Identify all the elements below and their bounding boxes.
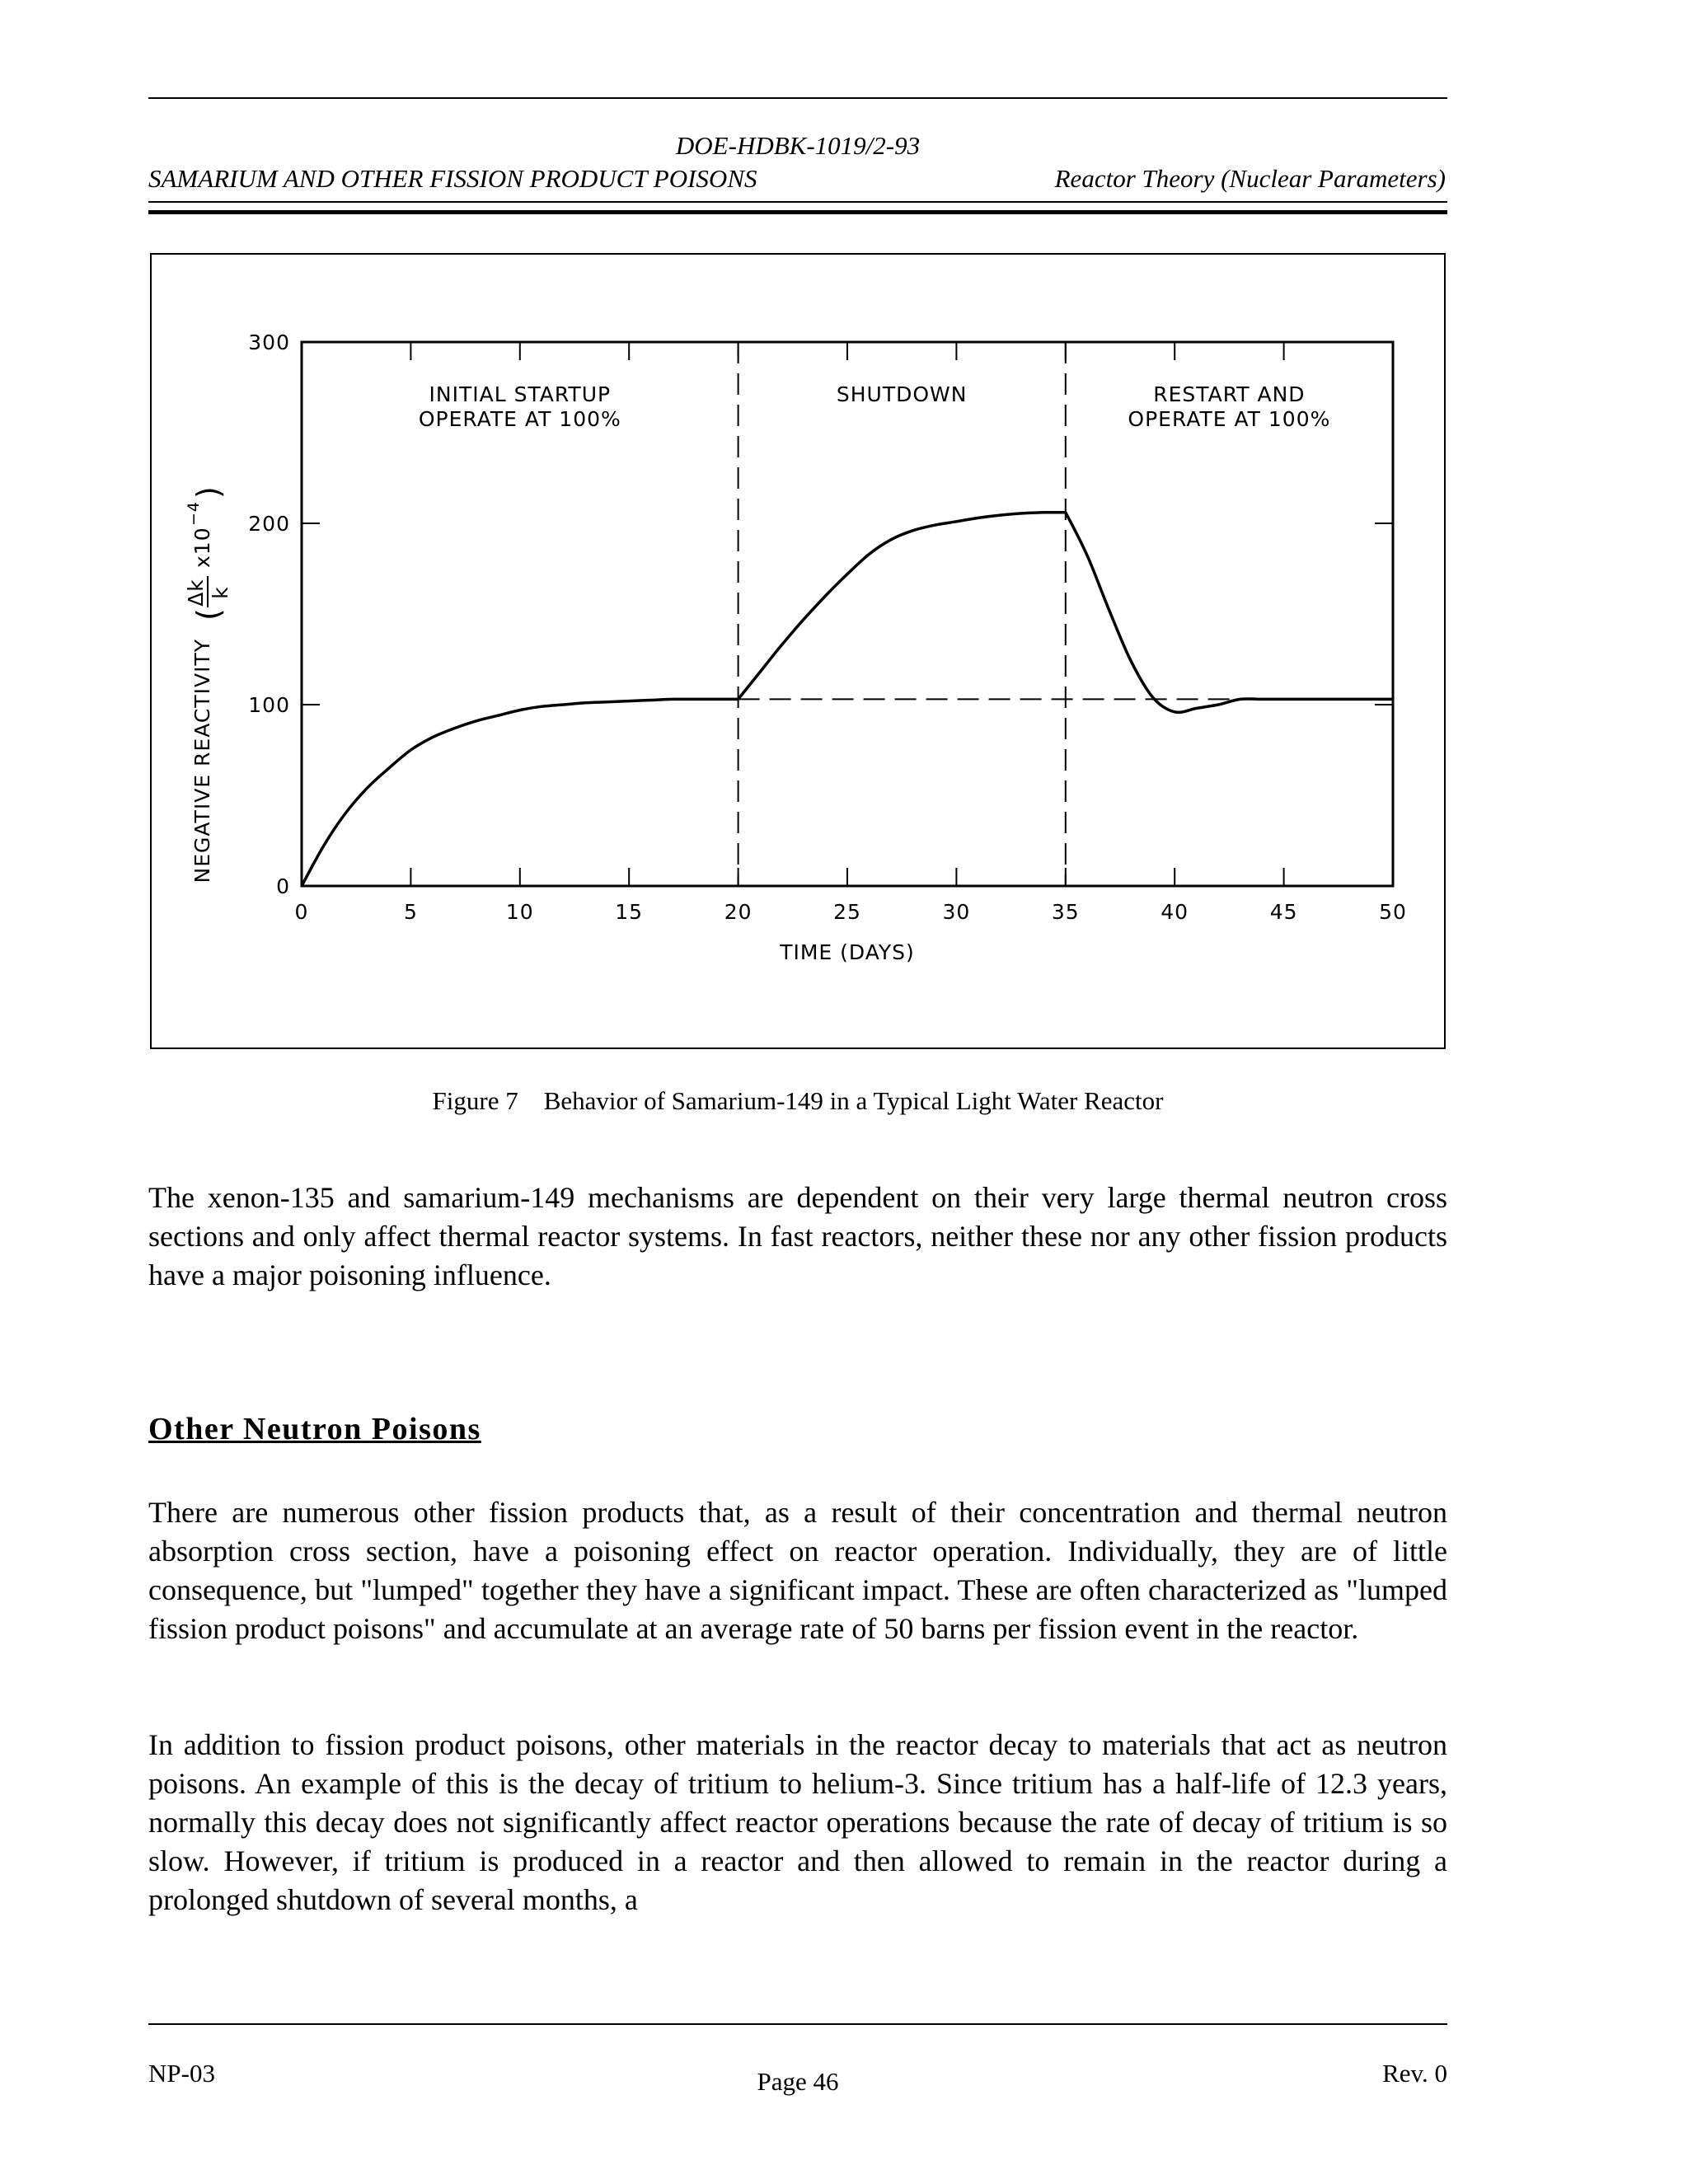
y-tick-label: 300 xyxy=(248,330,290,354)
region-label: INITIAL STARTUP xyxy=(429,382,612,406)
x-axis-label: TIME (DAYS) xyxy=(780,940,915,964)
y-axis-label-group xyxy=(184,485,232,883)
x-tick-label: 10 xyxy=(505,900,534,924)
y-axis-paren-open: ( xyxy=(190,607,227,621)
region-label: OPERATE AT 100% xyxy=(418,407,621,431)
y-tick-label: 0 xyxy=(276,874,290,898)
samarium-reactivity-chart xyxy=(152,255,1444,1047)
paragraph-2 xyxy=(148,1493,1447,1648)
y-tick-label: 200 xyxy=(248,512,290,536)
footer-module-code: NP-03 xyxy=(148,2059,215,2088)
x-tick-label: 45 xyxy=(1269,900,1298,924)
figure-frame xyxy=(150,253,1446,1049)
x-tick-label: 25 xyxy=(833,900,861,924)
x-tick-label: 15 xyxy=(615,900,644,924)
paragraph-3-last-line: then allowed to remain in the reactor during a prolonged shutdown of several months, a xyxy=(148,1844,1447,1916)
paragraph-3-body: In addition to fission product poisons, other materials in the reactor decay to materials that act as neutron poisons. An example of this is the decay of tritium to helium-3. Since tritium has a half-life of 12.3 years, normally this decay does not significantly affect reactor operations because the rate of decay of tritium is so slow. However, if tritium is produced in a reactor and xyxy=(148,1728,1447,1877)
paragraph-2-body: There are numerous other fission products that, as a result of their concentration and thermal neutron absorption cross section, have a poisoning effect on reactor operation. Individually, they are of little consequence, but "lumped" together they have a significant impact. These are often characterized as "lumped fission product poisons" and accumulate at an average rate of 50 barns xyxy=(148,1496,1447,1645)
paragraph-1-last-line: other fission products have a major poisoning influence. xyxy=(148,1220,1447,1291)
header-top-rule xyxy=(148,97,1447,99)
region-label: OPERATE AT 100% xyxy=(1128,407,1331,431)
x-tick-label: 35 xyxy=(1051,900,1080,924)
x-tick-label: 5 xyxy=(403,900,418,924)
paragraph-1 xyxy=(148,1179,1447,1295)
y-axis-unit: x10 xyxy=(190,527,214,568)
footer-revision: Rev. 0 xyxy=(1382,2059,1447,2088)
document-id: DOE-HDBK-1019/2-93 xyxy=(675,131,921,160)
y-axis-label: NEGATIVE REACTIVITY xyxy=(190,639,214,883)
y-axis-exponent: −4 xyxy=(185,500,203,526)
header-section-title: SAMARIUM AND OTHER FISSION PRODUCT POISONS xyxy=(148,164,757,193)
x-tick-label: 30 xyxy=(942,900,971,924)
footer-page-number: Page 46 xyxy=(757,2067,839,2096)
y-axis-fraction-denominator: k xyxy=(209,586,232,599)
paragraph-1-body: The xenon-135 and samarium-149 mechanisms are dependent on their very large thermal neutron cross sections and only affect thermal reactor systems. In fast reactors, neither these nor any xyxy=(148,1181,1447,1253)
x-tick-label: 20 xyxy=(724,900,753,924)
footer-rule xyxy=(148,2023,1447,2025)
y-axis-paren-close: ) xyxy=(190,485,227,499)
region-label: RESTART AND xyxy=(1153,382,1306,406)
paragraph-3 xyxy=(148,1726,1447,1919)
x-tick-label: 0 xyxy=(294,900,309,924)
y-tick-label: 100 xyxy=(248,693,290,717)
section-heading: Other Neutron Poisons xyxy=(148,1412,481,1446)
header-thin-rule xyxy=(148,201,1447,203)
header-thick-rule xyxy=(148,210,1447,214)
figure-caption: Figure 7 Behavior of Samarium-149 in a Typical Light Water Reactor xyxy=(432,1086,1164,1115)
header-module-title: Reactor Theory (Nuclear Parameters) xyxy=(1054,164,1446,193)
x-tick-label: 40 xyxy=(1160,900,1189,924)
x-tick-label: 50 xyxy=(1379,900,1407,924)
y-axis-fraction-numerator: Δk xyxy=(184,579,208,607)
region-label: SHUTDOWN xyxy=(836,382,968,406)
paragraph-2-last-line: per fission event in the reactor. xyxy=(992,1612,1359,1645)
